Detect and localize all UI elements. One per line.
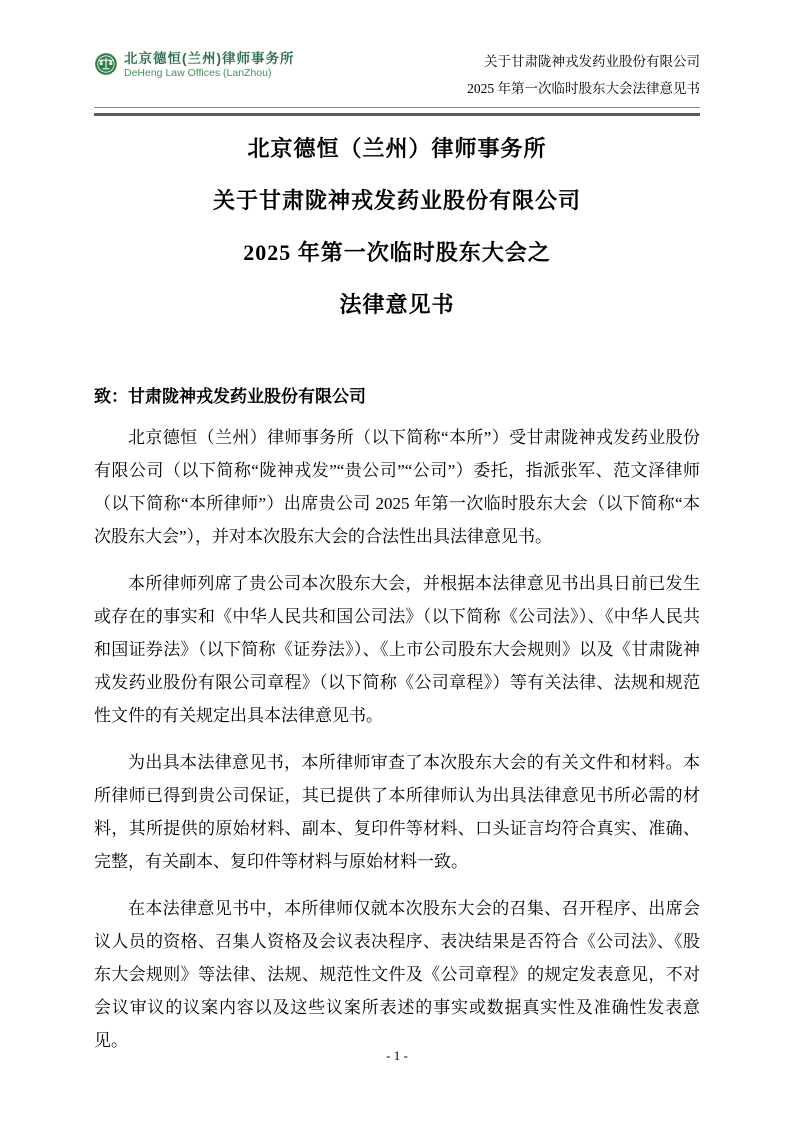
title-line-company: 关于甘肃陇神戎发药业股份有限公司: [212, 188, 581, 213]
body-paragraph-1: 北京德恒（兰州）律师事务所（以下简称“本所”）受甘肃陇神戎发药业股份有限公司（以下简称“陇神戎发”“贵公司”“公司”）委托，指派张军、范文泽律师（以下简称“本所律师”）出席贵公司 2025 年第一次临时股东大会（以下简称“本次股东大会”），并对本次股东大会的合法性出具法律意见书。: [94, 428, 700, 546]
title-line-firm: 北京德恒（兰州）律师事务所: [247, 136, 547, 161]
title-line-doctype: 法律意见书: [339, 292, 455, 317]
header-doc-ref-line2: 2025 年第一次临时股东大会法律意见书: [467, 81, 700, 96]
title-line-meeting: 2025 年第一次临时股东大会之: [243, 240, 551, 265]
header-divider-thick: [94, 113, 700, 116]
salutation-line: 致：甘肃陇神戎发药业股份有限公司: [94, 387, 366, 406]
firm-name-chinese: 北京德恒(兰州)律师事务所: [124, 51, 295, 66]
firm-name-block: [124, 50, 295, 80]
firm-name-english: DeHeng Law Offices (LanZhou): [124, 67, 272, 79]
document-title: [94, 138, 700, 316]
body-paragraph-4: 在本法律意见书中，本所律师仅就本次股东大会的召集、召开程序、出席会议人员的资格、召集人资格及会议表决程序、表决结果是否符合《公司法》、《股东大会规则》等法律、法规、规范性文件及《公司章程》的规定发表意见，不对会议审议的议案内容以及这些议案所表述的事实或数据真实性及准确性发表意见。: [94, 899, 700, 1050]
body-paragraph-2: 本所律师列席了贵公司本次股东大会，并根据本法律意见书出具日前已发生或存在的事实和《中华人民共和国公司法》（以下简称《公司法》）、《中华人民共和国证券法》（以下简称《证券法》）、《上市公司股东大会规则》以及《甘肃陇神戎发药业股份有限公司章程》（以下简称《公司章程》）等有关法律、法规和规范性文件的有关规定出具本法律意见书。: [94, 574, 700, 725]
page-header: [94, 0, 700, 102]
deheng-seal-icon: [94, 50, 118, 76]
header-doc-ref-line1: 关于甘肃陇神戎发药业股份有限公司: [484, 54, 700, 69]
law-firm-logo: [94, 50, 295, 80]
page-footer: [0, 1048, 794, 1064]
header-divider-thin: [94, 107, 700, 108]
page-number: - 1 -: [386, 1048, 408, 1063]
header-doc-reference: [467, 48, 700, 102]
body-paragraph-3: 为出具本法律意见书，本所律师审查了本次股东大会的有关文件和材料。本所律师已得到贵公司保证，其已提供了本所律师认为出具法律意见书所必需的材料，其所提供的原始材料、副本、复印件等材料、口头证言均符合真实、准确、完整，有关副本、复印件等材料与原始材料一致。: [94, 753, 700, 871]
